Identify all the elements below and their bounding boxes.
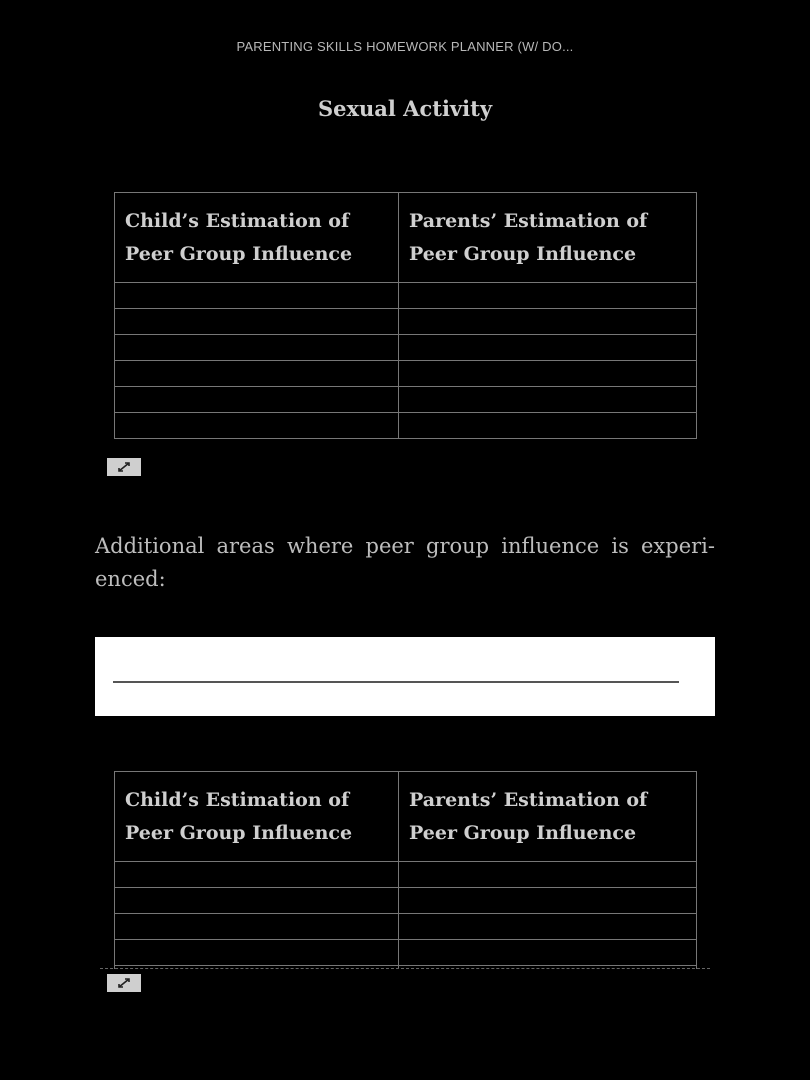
table-cell: [399, 862, 697, 888]
additional-areas-prompt: Additional areas where peer group influence is experi-enced:: [95, 534, 715, 591]
running-header: PARENTING SKILLS HOMEWORK PLANNER (W/ DO...: [236, 39, 574, 54]
table-row: [115, 940, 697, 966]
table-cell: [399, 888, 697, 914]
peer-influence-table-2: [114, 771, 697, 969]
parents-estimation-header: Parents’ Estimation of Peer Group Influence: [399, 193, 697, 283]
table-cell: [399, 914, 697, 940]
table-cell: [399, 940, 697, 966]
table-row: [115, 888, 697, 914]
table-cell: [115, 862, 399, 888]
section-title: Sexual Activity: [317, 96, 493, 121]
table-cell: [115, 940, 399, 966]
table-row: [115, 862, 697, 888]
table-cell: [115, 914, 399, 940]
expand-table-2-button[interactable]: [107, 974, 141, 992]
parents-estimation-header: Parents’ Estimation of Peer Group Influence: [399, 772, 697, 862]
expand-arrows-icon: [116, 977, 132, 989]
child-estimation-header: Child’s Estimation of Peer Group Influence: [115, 193, 399, 283]
page-break-line: [100, 968, 710, 969]
table-header-row: [115, 772, 697, 862]
child-estimation-header: Child’s Estimation of Peer Group Influence: [115, 772, 399, 862]
table-cell: [115, 888, 399, 914]
table-row: [115, 914, 697, 940]
